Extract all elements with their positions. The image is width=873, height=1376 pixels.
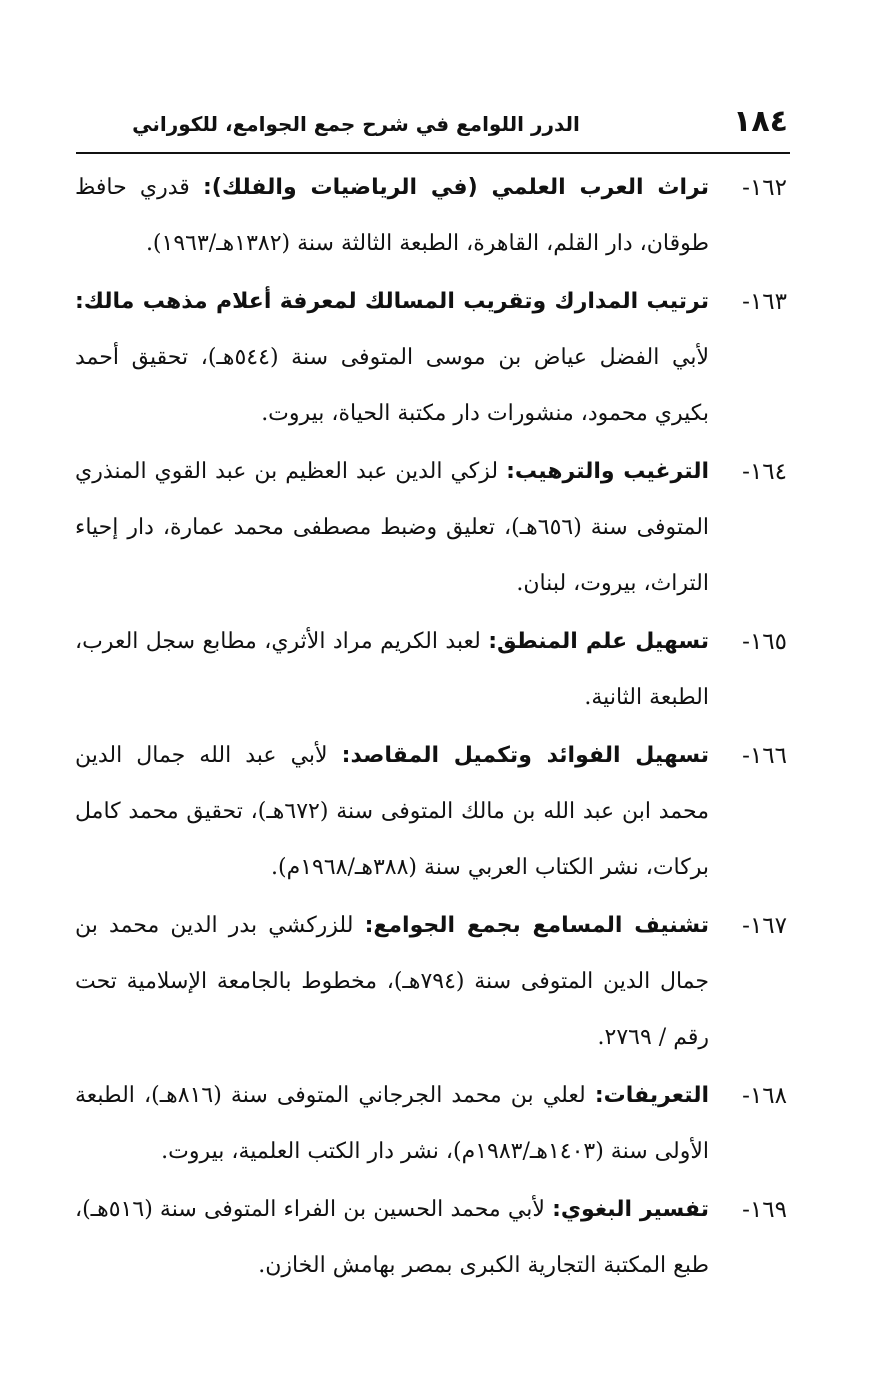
entry-title: تراث العرب العلمي (في الرياضيات والفلك): [202, 175, 709, 200]
bibliography-entry-164 [75, 444, 787, 612]
entry-number: ١٦٨- [742, 1083, 787, 1109]
bibliography-entry-162 [75, 160, 787, 272]
entry-title: تفسير البغوي: [552, 1197, 709, 1222]
entry-title: التعريفات: [594, 1083, 710, 1108]
header-rule [76, 152, 790, 154]
entry-body [75, 274, 709, 442]
page-header [76, 104, 788, 148]
entry-number: ١٦٢- [742, 175, 787, 201]
bibliography-entry-163 [75, 274, 787, 442]
entry-number: ١٦٩- [742, 1197, 787, 1223]
entry-title: تسهيل علم المنطق: [488, 629, 710, 654]
entry-body [75, 898, 709, 1066]
page-number: ١٨٤ [733, 104, 788, 139]
entry-body [75, 614, 709, 726]
entry-title: تشنيف المسامع بجمع الجوامع: [364, 913, 710, 938]
entry-number: ١٦٣- [742, 289, 787, 315]
bibliography-entry-169 [75, 1182, 787, 1294]
entry-text: للزركشي بدر الدين محمد بن جمال الدين المتوفى سنة (٧٩٤هـ)، مخطوط بالجامعة الإسلامية تحت رقم / ٢٧٦٩. [75, 913, 709, 1050]
bibliography-entry-166 [75, 728, 787, 896]
entry-text: لعبد الكريم مراد الأثري، مطابع سجل العرب، الطبعة الثانية. [75, 629, 709, 710]
entry-text: لأبي الفضل عياض بن موسى المتوفى سنة (٥٤٤هـ)، تحقيق أحمد بكيري محمود، منشورات دار مكتبة الحياة، بيروت. [75, 345, 709, 426]
entry-body [75, 1068, 709, 1180]
running-title: الدرر اللوامع في شرح جمع الجوامع، للكوراني [132, 112, 580, 136]
entry-body [75, 444, 709, 612]
entry-body [75, 728, 709, 896]
bibliography-entry-168 [75, 1068, 787, 1180]
entry-number: ١٦٤- [742, 459, 787, 485]
bibliography-list [75, 160, 787, 1296]
entry-text: لأبي عبد الله جمال الدين محمد ابن عبد الله بن مالك المتوفى سنة (٦٧٢هـ)، تحقيق محمد كامل بركات، نشر الكتاب العربي سنة (٣٨٨هـ/١٩٦٨م). [75, 743, 709, 880]
bibliography-entry-165 [75, 614, 787, 726]
entry-title: تسهيل الفوائد وتكميل المقاصد: [341, 743, 709, 768]
entry-text: لعلي بن محمد الجرجاني المتوفى سنة (٨١٦هـ)، الطبعة الأولى سنة (١٤٠٣هـ/١٩٨٣م)، نشر دار الكتب العلمية، بيروت. [75, 1083, 709, 1164]
entry-body [75, 160, 709, 272]
entry-text: لزكي الدين عبد العظيم بن عبد القوي المنذري المتوفى سنة (٦٥٦هـ)، تعليق وضبط مصطفى محمد عمارة، دار إحياء التراث، بيروت، لبنان. [75, 459, 710, 596]
entry-number: ١٦٥- [742, 629, 787, 655]
entry-text: لأبي محمد الحسين بن الفراء المتوفى سنة (٥١٦هـ)، طبع المكتبة التجارية الكبرى بمصر بهامش الخازن. [75, 1197, 709, 1278]
bibliography-entry-167 [75, 898, 787, 1066]
entry-title: الترغيب والترهيب: [506, 459, 710, 484]
entry-title: ترتيب المدارك وتقريب المسالك لمعرفة أعلام مذهب مالك: [75, 289, 709, 314]
entry-text: قدري حافظ طوقان، دار القلم، القاهرة، الطبعة الثالثة سنة (١٣٨٢هـ/١٩٦٣). [75, 175, 709, 256]
entry-number: ١٦٦- [742, 743, 787, 769]
entry-number: ١٦٧- [742, 913, 787, 939]
entry-body [75, 1182, 709, 1294]
